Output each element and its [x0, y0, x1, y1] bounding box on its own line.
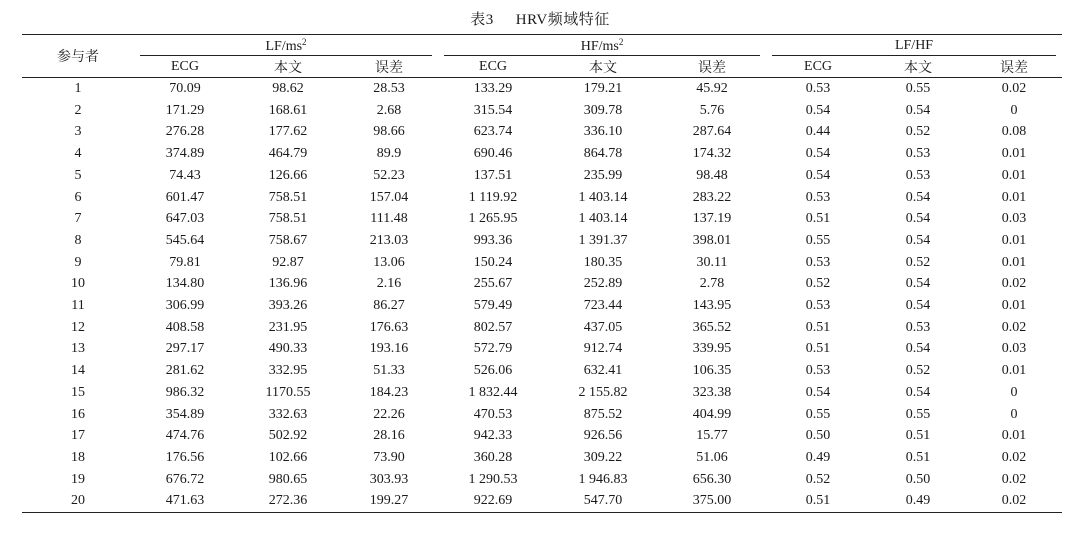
cell-hf-ours: 1 391.37 [578, 232, 628, 248]
cell-lfhf-ecg: 0.51 [805, 211, 831, 227]
cell-lfhf-error: 0.02 [1001, 471, 1027, 487]
cell-hf-error: 404.99 [692, 406, 732, 422]
cell-lfhf-ours: 0.54 [905, 102, 931, 118]
table-row [22, 404, 1062, 426]
cell-lf-error: 52.23 [373, 167, 405, 183]
cell-participant: 10 [71, 276, 85, 292]
cell-lfhf-ecg: 0.54 [805, 384, 831, 400]
cell-lfhf-ecg: 0.52 [805, 276, 831, 292]
cell-lfhf-ours: 0.50 [905, 471, 931, 487]
cell-lf-error: 22.26 [373, 406, 405, 422]
header-group-lfhf-label: LF/HF [894, 37, 934, 53]
cell-hf-ecg: 526.06 [473, 363, 513, 379]
cell-lfhf-ours: 0.54 [905, 232, 931, 248]
cell-participant: 14 [71, 363, 85, 379]
cell-lfhf-error: 0.03 [1001, 341, 1027, 357]
cell-lf-error: 51.33 [373, 363, 405, 379]
cell-lf-ours: 332.63 [268, 406, 308, 422]
cell-lfhf-error: 0.02 [1001, 449, 1027, 465]
cell-lf-ecg: 354.89 [165, 406, 205, 422]
cell-hf-ours: 180.35 [583, 254, 623, 270]
cell-hf-ours: 309.22 [583, 449, 623, 465]
cell-lf-ecg: 676.72 [165, 471, 205, 487]
cell-hf-ours: 926.56 [583, 428, 623, 444]
cell-hf-error: 323.38 [692, 384, 732, 400]
cell-lf-ecg: 74.43 [169, 167, 201, 183]
header-hf-ecg: ECG [438, 56, 548, 78]
cell-lf-ecg: 281.62 [165, 363, 205, 379]
table-title: HRV频域特征 [515, 12, 610, 28]
cell-lfhf-ecg: 0.53 [805, 81, 831, 96]
cell-hf-ecg: 255.67 [473, 276, 513, 292]
cell-participant: 12 [71, 319, 85, 335]
cell-hf-error: 51.06 [696, 449, 728, 465]
cell-hf-ecg: 579.49 [473, 298, 513, 314]
cell-hf-error: 2.78 [699, 276, 725, 292]
table-number: 表3 [470, 12, 494, 28]
cell-lfhf-ours: 0.52 [905, 254, 931, 270]
cell-lf-ours: 502.92 [268, 428, 308, 444]
cell-lfhf-ecg: 0.53 [805, 298, 831, 314]
cell-lfhf-error: 0.01 [1001, 254, 1027, 270]
table-row [22, 273, 1062, 295]
cell-hf-ours: 2 155.82 [578, 384, 628, 400]
cell-hf-ours: 437.05 [583, 319, 623, 335]
cell-lfhf-ours: 0.55 [905, 81, 931, 96]
cell-lf-ours: 102.66 [268, 449, 308, 465]
cell-lfhf-error: 0.01 [1001, 167, 1027, 183]
cell-hf-ecg: 470.53 [473, 406, 513, 422]
cell-participant: 2 [74, 102, 82, 118]
cell-lf-ours: 136.96 [268, 276, 308, 292]
header-lf-ours: 本文 [236, 56, 340, 78]
cell-lfhf-ecg: 0.50 [805, 428, 831, 444]
cell-hf-ecg: 623.74 [473, 124, 513, 140]
cell-lfhf-error: 0.08 [1001, 124, 1027, 140]
cell-lfhf-error: 0 [1010, 406, 1018, 422]
table-row [22, 425, 1062, 447]
cell-lf-ours: 92.87 [272, 254, 304, 270]
header-group-lf-sup: 2 [302, 36, 307, 47]
cell-lf-ecg: 176.56 [165, 449, 205, 465]
cell-hf-ours: 235.99 [583, 167, 623, 183]
cell-hf-ecg: 1 119.92 [468, 189, 518, 205]
cell-participant: 1 [74, 81, 82, 96]
header-lf-ecg: ECG [134, 56, 236, 78]
header-group-hf-sup: 2 [618, 36, 624, 47]
header-row-groups [22, 35, 1062, 57]
cell-hf-ecg: 133.29 [473, 81, 513, 96]
table-row [22, 187, 1062, 209]
table-row [22, 360, 1062, 382]
cell-hf-ecg: 315.54 [473, 102, 513, 118]
cell-lf-error: 86.27 [373, 298, 405, 314]
cell-lf-ecg: 471.63 [134, 490, 236, 512]
cell-lfhf-ecg: 0.54 [805, 102, 831, 118]
cell-lf-ecg: 276.28 [165, 124, 205, 140]
header-lf-error: 误差 [340, 56, 438, 78]
cell-participant: 7 [74, 211, 82, 227]
cell-lfhf-error: 0.01 [1001, 232, 1027, 248]
cell-lf-ours: 490.33 [268, 341, 308, 357]
cell-hf-error: 143.95 [692, 298, 732, 314]
cell-lf-ecg: 70.09 [169, 81, 201, 96]
cell-hf-ours: 632.41 [583, 363, 623, 379]
header-lfhf-error: 误差 [966, 56, 1062, 78]
cell-hf-error: 339.95 [692, 341, 732, 357]
cell-lf-error: 111.48 [370, 211, 408, 227]
cell-lf-error: 28.53 [373, 81, 405, 96]
cell-lfhf-ecg: 0.51 [805, 341, 831, 357]
cell-lfhf-ecg: 0.44 [805, 124, 831, 140]
cell-hf-ours: 547.70 [548, 490, 658, 512]
cell-lfhf-ours: 0.54 [905, 211, 931, 227]
cell-lfhf-ecg: 0.54 [805, 167, 831, 183]
cell-lf-error: 2.68 [376, 102, 402, 118]
hrv-frequency-table [22, 34, 1062, 513]
cell-lfhf-ours: 0.54 [905, 341, 931, 357]
table-row [22, 382, 1062, 404]
cell-hf-ours: 1 403.14 [578, 211, 628, 227]
cell-lf-ecg: 986.32 [165, 384, 205, 400]
cell-lf-error: 157.04 [369, 189, 409, 205]
table-row [22, 469, 1062, 491]
cell-participant: 4 [74, 146, 82, 162]
cell-hf-ecg: 572.79 [473, 341, 513, 357]
cell-lf-error: 13.06 [373, 254, 405, 270]
cell-participant: 20 [22, 490, 134, 512]
header-group-hf [438, 35, 766, 57]
cell-lfhf-ecg: 0.49 [805, 449, 831, 465]
cell-hf-ecg: 690.46 [473, 146, 513, 162]
cell-lf-ours: 126.66 [268, 167, 308, 183]
cell-lf-ours: 177.62 [268, 124, 308, 140]
cell-lf-ecg: 647.03 [165, 211, 205, 227]
cell-hf-ecg: 150.24 [473, 254, 513, 270]
cell-lf-error: 89.9 [376, 146, 402, 162]
cell-hf-ecg: 1 265.95 [468, 211, 518, 227]
table-row [22, 208, 1062, 230]
cell-lfhf-ours: 0.49 [870, 490, 966, 512]
cell-lfhf-ours: 0.51 [905, 428, 931, 444]
cell-hf-error: 375.00 [658, 490, 766, 512]
header-group-lfhf [766, 35, 1062, 57]
cell-lf-ecg: 374.89 [165, 146, 205, 162]
cell-lfhf-error: 0.03 [1001, 211, 1027, 227]
cell-lfhf-ours: 0.53 [905, 319, 931, 335]
cell-lfhf-ecg: 0.53 [805, 254, 831, 270]
header-row-sub [22, 56, 1062, 78]
header-group-hf-label: HF/ms [580, 38, 619, 54]
cell-participant: 17 [71, 428, 85, 444]
cell-lfhf-ecg: 0.51 [805, 319, 831, 335]
cell-lfhf-error: 0 [1010, 102, 1018, 118]
cell-lfhf-ours: 0.51 [905, 449, 931, 465]
table-row [22, 230, 1062, 252]
cell-lf-error: 193.16 [369, 341, 409, 357]
cell-hf-ours: 252.89 [583, 276, 623, 292]
cell-lfhf-ours: 0.54 [905, 276, 931, 292]
cell-participant: 9 [74, 254, 82, 270]
cell-hf-ours: 723.44 [583, 298, 623, 314]
cell-lf-ours: 393.26 [268, 298, 308, 314]
table-row [22, 317, 1062, 339]
cell-hf-error: 98.48 [696, 167, 728, 183]
cell-lf-ours: 758.67 [268, 232, 308, 248]
cell-lfhf-ours: 0.54 [905, 189, 931, 205]
cell-lf-error: 184.23 [369, 384, 409, 400]
table-header [22, 35, 1062, 78]
header-lfhf-ecg: ECG [766, 56, 870, 78]
cell-lfhf-ours: 0.53 [905, 167, 931, 183]
cell-lf-ours: 758.51 [268, 189, 308, 205]
cell-hf-ours: 864.78 [583, 146, 623, 162]
cell-lfhf-error: 0.01 [1001, 363, 1027, 379]
cell-lf-ours: 98.62 [272, 81, 304, 96]
cell-lf-ecg: 79.81 [169, 254, 201, 270]
cell-hf-error: 5.76 [699, 102, 725, 118]
cell-lf-ours: 231.95 [268, 319, 308, 335]
cell-lf-error: 28.16 [373, 428, 405, 444]
cell-participant: 8 [74, 232, 82, 248]
cell-participant: 15 [71, 384, 85, 400]
cell-hf-ours: 912.74 [583, 341, 623, 357]
table-row [22, 78, 1062, 100]
cell-hf-ecg: 922.69 [438, 490, 548, 512]
cell-lfhf-ecg: 0.51 [766, 490, 870, 512]
cell-lf-error: 176.63 [369, 319, 409, 335]
cell-hf-ecg: 993.36 [473, 232, 513, 248]
table-row [22, 338, 1062, 360]
cell-lf-ecg: 408.58 [165, 319, 205, 335]
cell-lf-error: 2.16 [376, 276, 402, 292]
cell-hf-ecg: 360.28 [473, 449, 513, 465]
table-row [22, 490, 1062, 512]
cell-lf-error: 73.90 [373, 449, 405, 465]
cell-lf-ours: 758.51 [268, 211, 308, 227]
table-row [22, 143, 1062, 165]
cell-lfhf-ours: 0.53 [905, 146, 931, 162]
cell-lf-ours: 332.95 [268, 363, 308, 379]
cell-lf-error: 213.03 [369, 232, 409, 248]
cell-lfhf-ecg: 0.52 [805, 471, 831, 487]
cell-lf-ecg: 474.76 [165, 428, 205, 444]
cell-lfhf-ecg: 0.55 [805, 406, 831, 422]
cell-hf-ours: 179.21 [583, 81, 623, 96]
cell-lf-ecg: 297.17 [165, 341, 205, 357]
cell-lf-error: 303.93 [369, 471, 409, 487]
cell-hf-ecg: 137.51 [473, 167, 513, 183]
cell-lfhf-ours: 0.54 [905, 298, 931, 314]
table-body [22, 78, 1062, 513]
cell-lf-ours: 168.61 [268, 102, 308, 118]
cell-lfhf-ecg: 0.53 [805, 189, 831, 205]
cell-lf-ours: 1170.55 [265, 384, 311, 400]
cell-hf-ecg: 1 832.44 [468, 384, 518, 400]
cell-lfhf-error: 0.01 [1001, 146, 1027, 162]
cell-lfhf-error: 0.02 [1001, 81, 1027, 96]
cell-hf-error: 106.35 [692, 363, 732, 379]
cell-lf-ours: 272.36 [236, 490, 340, 512]
header-lfhf-ours: 本文 [870, 56, 966, 78]
cell-hf-error: 398.01 [692, 232, 732, 248]
cell-lf-ecg: 134.80 [165, 276, 205, 292]
cell-lf-ecg: 545.64 [165, 232, 205, 248]
cell-lfhf-error: 0.01 [1001, 428, 1027, 444]
cell-hf-error: 45.92 [696, 81, 728, 96]
table-row [22, 100, 1062, 122]
table-caption [0, 8, 1080, 29]
table-row [22, 252, 1062, 274]
cell-lf-error: 98.66 [373, 124, 405, 140]
cell-lf-ours: 464.79 [268, 146, 308, 162]
table-row [22, 295, 1062, 317]
header-hf-error: 误差 [658, 56, 766, 78]
cell-lfhf-ecg: 0.53 [805, 363, 831, 379]
cell-lfhf-ecg: 0.55 [805, 232, 831, 248]
table-row [22, 447, 1062, 469]
cell-lfhf-error: 0.02 [1001, 276, 1027, 292]
cell-participant: 19 [71, 471, 85, 487]
cell-hf-error: 15.77 [696, 428, 728, 444]
cell-participant: 16 [71, 406, 85, 422]
cell-hf-ecg: 942.33 [473, 428, 513, 444]
cell-hf-ours: 1 946.83 [578, 471, 628, 487]
cell-lf-ecg: 171.29 [165, 102, 205, 118]
cell-hf-ours: 1 403.14 [578, 189, 628, 205]
cell-lfhf-ecg: 0.54 [805, 146, 831, 162]
cell-lfhf-error: 0.01 [1001, 298, 1027, 314]
cell-hf-ecg: 802.57 [473, 319, 513, 335]
cell-lfhf-error: 0.02 [1001, 319, 1027, 335]
header-hf-ours: 本文 [548, 56, 658, 78]
cell-participant: 3 [74, 124, 82, 140]
table-row [22, 165, 1062, 187]
header-group-lf-label: LF/ms [265, 38, 303, 54]
cell-hf-ours: 336.10 [583, 124, 623, 140]
cell-lf-ecg: 306.99 [165, 298, 205, 314]
cell-participant: 13 [71, 341, 85, 357]
header-participant: 参与者 [22, 35, 134, 78]
cell-hf-error: 137.19 [692, 211, 732, 227]
cell-participant: 11 [71, 298, 85, 314]
cell-hf-error: 283.22 [692, 189, 732, 205]
cell-hf-error: 656.30 [692, 471, 732, 487]
cell-lfhf-error: 0.02 [966, 490, 1062, 512]
cell-hf-ours: 875.52 [583, 406, 623, 422]
table-row [22, 121, 1062, 143]
header-group-lf [134, 35, 438, 57]
cell-lfhf-ours: 0.54 [905, 384, 931, 400]
cell-hf-ecg: 1 290.53 [468, 471, 518, 487]
cell-lfhf-error: 0.01 [1001, 189, 1027, 205]
cell-lf-error: 199.27 [340, 490, 438, 512]
cell-lfhf-error: 0 [1010, 384, 1018, 400]
cell-lf-ecg: 601.47 [165, 189, 205, 205]
cell-hf-error: 287.64 [692, 124, 732, 140]
cell-lfhf-ours: 0.52 [905, 363, 931, 379]
cell-hf-ours: 309.78 [583, 102, 623, 118]
cell-participant: 6 [74, 189, 82, 205]
cell-lf-ours: 980.65 [268, 471, 308, 487]
cell-hf-error: 365.52 [692, 319, 732, 335]
cell-hf-error: 174.32 [692, 146, 732, 162]
cell-hf-error: 30.11 [696, 254, 728, 270]
cell-participant: 18 [71, 449, 85, 465]
cell-lfhf-ours: 0.55 [905, 406, 931, 422]
cell-participant: 5 [74, 167, 82, 183]
cell-lfhf-ours: 0.52 [905, 124, 931, 140]
